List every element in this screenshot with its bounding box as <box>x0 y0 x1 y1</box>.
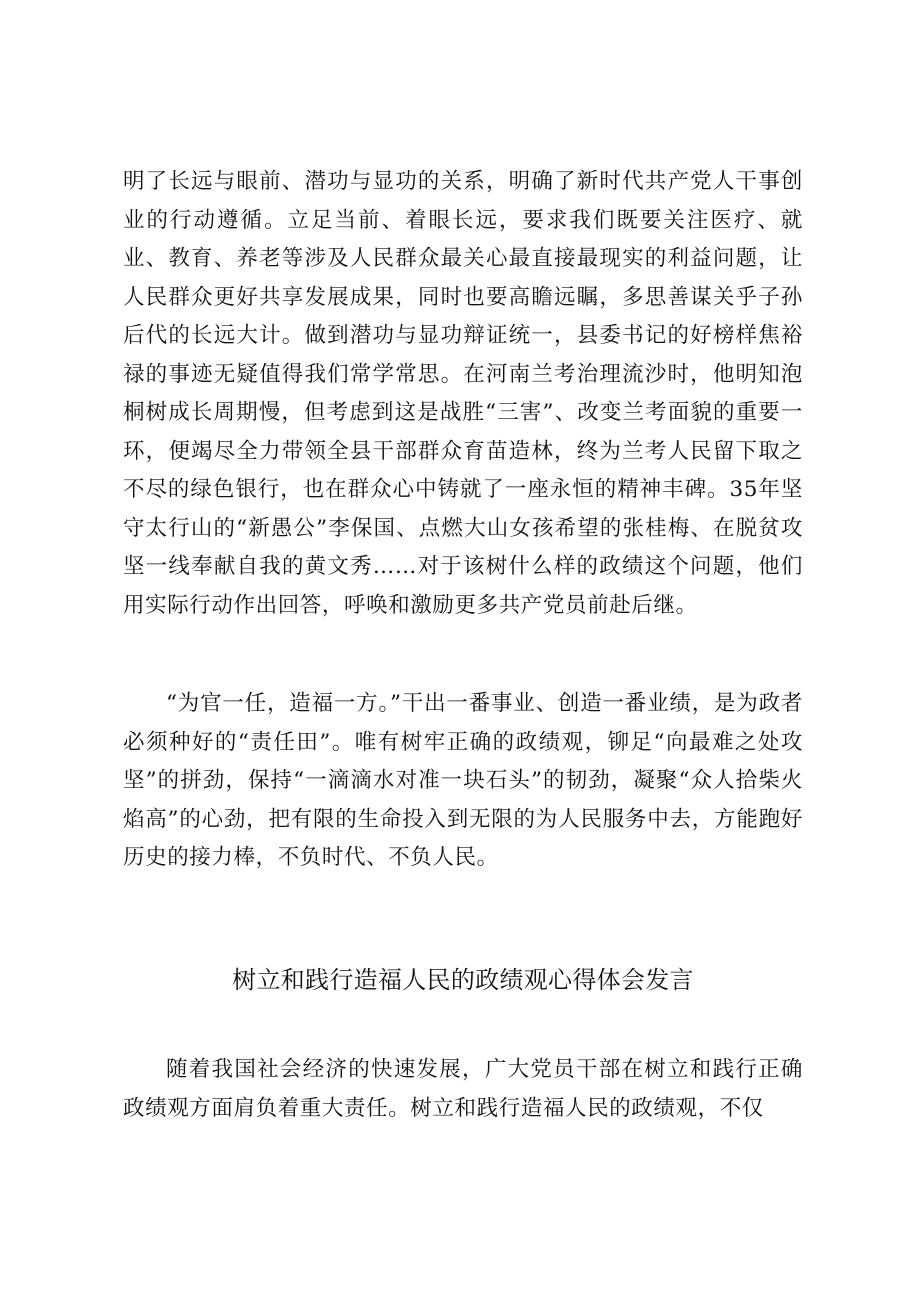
body-paragraph: 随着我国社会经济的快速发展，广大党员干部在树立和践行正确政绩观方面肩负着重大责任。树立和践行造福人民的政绩观，不仅 <box>123 1057 803 1121</box>
section-heading: 树立和践行造福人民的政绩观心得体会发言 <box>232 966 694 994</box>
body-paragraph: “为官一任，造福一方。”干出一番事业、创造一番业绩，是为政者必须种好的“责任田”。唯有树牢正确的政绩观，铆足“向最难之处攻坚”的拼劲，保持“一滴滴水对准一块石头”的韧劲，凝聚“众人拾柴火焰高”的心劲，把有限的生命投入到无限的为人民服务中去，方能跑好历史的接力棒，不负时代、不负人民。 <box>123 691 803 870</box>
body-paragraph: 明了长远与眼前、潜功与显功的关系，明确了新时代共产党人干事创业的行动遵循。立足当前、着眼长远，要求我们既要关注医疗、就业、教育、养老等涉及人民群众最关心最直接最现实的利益问题，让人民群众更好共享发展成果，同时也要高瞻远瞩，多思善谋关乎子孙后代的长远大计。做到潜功与显功辩证统一，县委书记的好榜样焦裕禄的事迹无疑值得我们常学常思。在河南兰考治理流沙时，他明知泡桐树成长周期慢，但考虑到这是战胜“三害”、改变兰考面貌的重要一环，便竭尽全力带领全县干部群众育苗造林，终为兰考人民留下取之不尽的绿色银行，也在群众心中铸就了一座永恒的精神丰碑。35年坚守太行山的“新愚公”李保国、点燃大山女孩希望的张桂梅、在脱贫攻坚一线奉献自我的黄文秀……对于该树什么样的政绩这个问题，他们用实际行动作出回答，呼唤和激励更多共产党员前赴后继。 <box>123 169 803 618</box>
